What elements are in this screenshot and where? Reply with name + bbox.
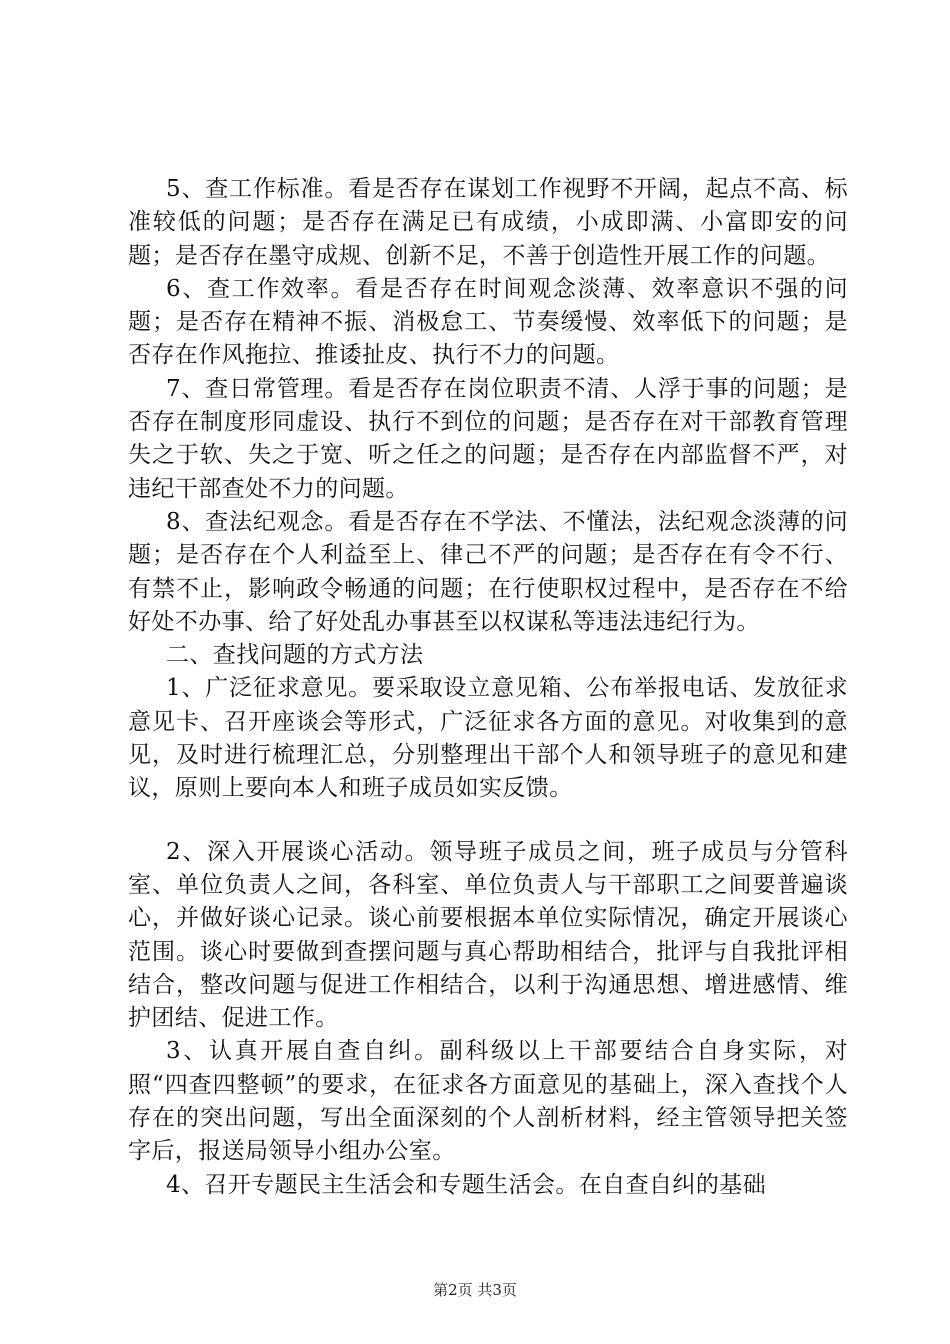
paragraph-item-8: 8、查法纪观念。看是否存在不学法、不懂法，法纪观念淡薄的问题；是否存在个人利益至上、律己不严的问题；是否存在有令不行、有禁不止，影响政令畅通的问题；在行使职权过程中，是否存在不给好处不办事、给了好处乱办事甚至以权谋私等违法违纪行为。	[128, 508, 848, 635]
paragraph-item-7: 7、查日常管理。看是否存在岗位职责不清、人浮于事的问题；是否存在制度形同虚设、执行不到位的问题；是否存在对干部教育管理失之于软、失之于宽、听之任之的问题；是否存在内部监督不严，对违纪干部查处不力的问题。	[128, 375, 848, 502]
paragraph-item-6: 6、查工作效率。看是否存在时间观念淡薄、效率意识不强的问题；是否存在精神不振、消极怠工、节奏缓慢、效率低下的问题；是否存在作风拖拉、推诿扯皮、执行不力的问题。	[128, 275, 848, 369]
paragraph-method-2: 2、深入开展谈心活动。领导班子成员之间，班子成员与分管科室、单位负责人之间，各科室、单位负责人与干部职工之间要普遍谈心，并做好谈心记录。谈心前要根据本单位实际情况，确定开展谈心范围。谈心时要做到查摆问题与真心帮助相结合，批评与自我批评相结合，整改问题与促进工作相结合，以利于沟通思想、增进感情、维护团结、促进工作。	[128, 838, 848, 1032]
paragraph-spacer	[128, 806, 848, 836]
paragraph-method-3: 3、认真开展自查自纠。副科级以上干部要结合自身实际，对照“四查四整顿”的要求，在征求各方面意见的基础上，深入查找个人存在的突出问题，写出全面深刻的个人剖析材料，经主管领导把关签字后，报送局领导小组办公室。	[128, 1038, 848, 1165]
paragraph-item-5: 5、查工作标准。看是否存在谋划工作视野不开阔，起点不高、标准较低的问题；是否存在满足已有成绩，小成即满、小富即安的问题；是否存在墨守成规、创新不足，不善于创造性开展工作的问题。	[128, 176, 848, 269]
page-footer: 第2页 共3页	[433, 1281, 517, 1299]
paragraph-method-4: 4、召开专题民主生活会和专题生活会。在自查自纠的基础	[166, 1171, 767, 1198]
paragraph-method-1: 1、广泛征求意见。要采取设立意见箱、公布举报电话、发放征求意见卡、召开座谈会等形式，广泛征求各方面的意见。对收集到的意见，及时进行梳理汇总，分别整理出干部个人和领导班子的意见和建议，原则上要向本人和班子成员如实反馈。	[128, 675, 848, 802]
document-body	[128, 173, 848, 1202]
section-heading: 二、查找问题的方式方法	[166, 642, 424, 669]
